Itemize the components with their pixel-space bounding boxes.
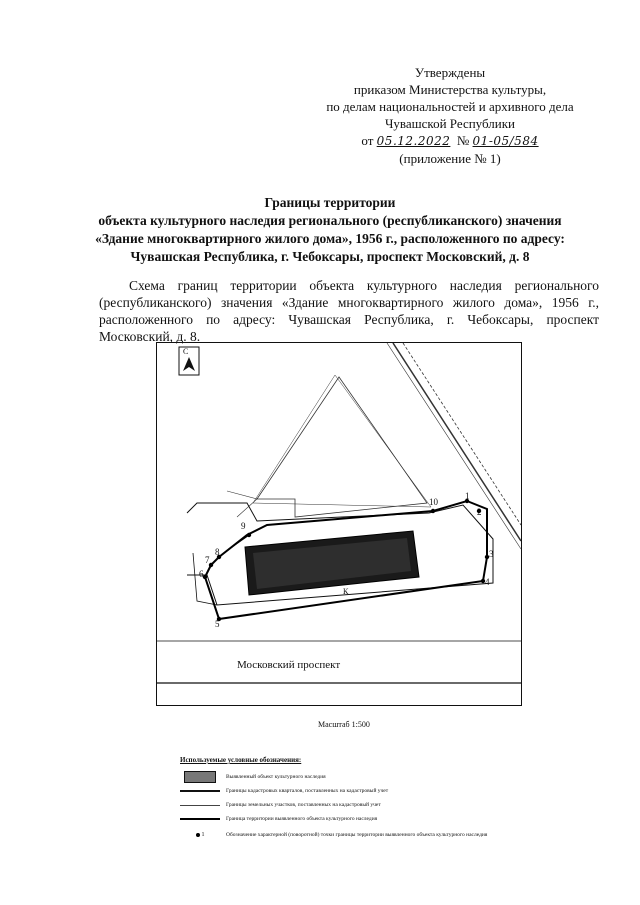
legend [180, 756, 540, 844]
street-lines [387, 343, 521, 549]
map-drawing [157, 343, 521, 705]
approval-line-1: Утверждены [414, 65, 486, 80]
legend-item [180, 798, 540, 812]
approval-date: 05.12.2022 [376, 134, 451, 148]
building-fill-swatch-icon [184, 771, 216, 783]
legend-item [180, 770, 540, 784]
approval-date-number [300, 132, 600, 150]
point-label-8: 8 [215, 547, 220, 557]
approval-line-4: Чувашской Республики [384, 116, 516, 131]
point-label-10: 10 [429, 497, 438, 507]
scale-label: Масштаб 1:500 [318, 720, 370, 729]
legend-item [180, 826, 540, 844]
heritage-building [245, 531, 419, 595]
point-label-3: 3 [489, 549, 494, 559]
legend-item [180, 812, 540, 826]
k-label: К [343, 587, 349, 596]
number-label: № [456, 133, 470, 148]
scheme-paragraph: Схема границ территории объекта культурного наследия регионального (республиканского) значения «Здание многоквартирного жилого дома», 1956 г., расположенного по адресу: Чувашская Республика, г. Чебоксары, проспект Московский, д. 8. [99, 278, 599, 344]
appendix-label: (приложение № 1) [399, 151, 501, 166]
title-line-1: Границы территории [264, 195, 396, 210]
title-line-2: объекта культурного наследия регионального (республиканского) значения [98, 213, 562, 228]
legend-item-text: Границы земельных участков, поставленных на кадастровый учет [226, 802, 381, 808]
point-label-9: 9 [241, 521, 246, 531]
north-label: С [183, 347, 189, 356]
street-label: Московский проспект [237, 659, 341, 671]
from-label: от [361, 133, 374, 148]
title-line-3: «Здание многоквартирного жилого дома», 1956 г., расположенного по адресу: [95, 231, 565, 246]
title-line-4: Чувашская Республика, г. Чебоксары, проспект Московский, д. 8 [130, 249, 530, 264]
document-title [60, 194, 600, 266]
turning-point-dot-icon [196, 833, 200, 837]
legend-item-text: Граница территории выявленного объекта культурного наследия [226, 816, 378, 822]
legend-item-text: Обозначение характерной (поворотной) точки границы территории выявленного объекта культурного наследия [226, 832, 488, 838]
point-label-7: 7 [205, 555, 210, 565]
legend-header: Используемые условные обозначения: [180, 756, 302, 764]
north-arrow-icon [179, 347, 199, 375]
land-plot-line-icon [180, 805, 220, 806]
point-label-5: 5 [215, 619, 220, 629]
territory-boundary-line-icon [180, 818, 220, 820]
approval-line-3: по делам национальностей и архивного дела [326, 99, 574, 114]
legend-item-text: Границы кадастровых кварталов, поставленных на кадастровый учет [226, 788, 389, 794]
approval-line-2: приказом Министерства культуры, [353, 82, 547, 97]
boundary-map [156, 342, 522, 706]
triangle-plot [227, 375, 431, 517]
cadastral-quarter-line-icon [180, 790, 220, 792]
approval-block [300, 64, 600, 167]
point-label-6: 6 [199, 569, 204, 579]
point-label-4: 4 [485, 577, 490, 587]
point-label-2: 2 [477, 507, 482, 517]
approval-number: 01-05/584 [472, 134, 539, 148]
legend-item [180, 784, 540, 798]
legend-item-text: Выявленный объект культурного наследия [226, 774, 326, 780]
point-label-1: 1 [465, 491, 470, 501]
legend-point-number: 1 [201, 832, 205, 838]
